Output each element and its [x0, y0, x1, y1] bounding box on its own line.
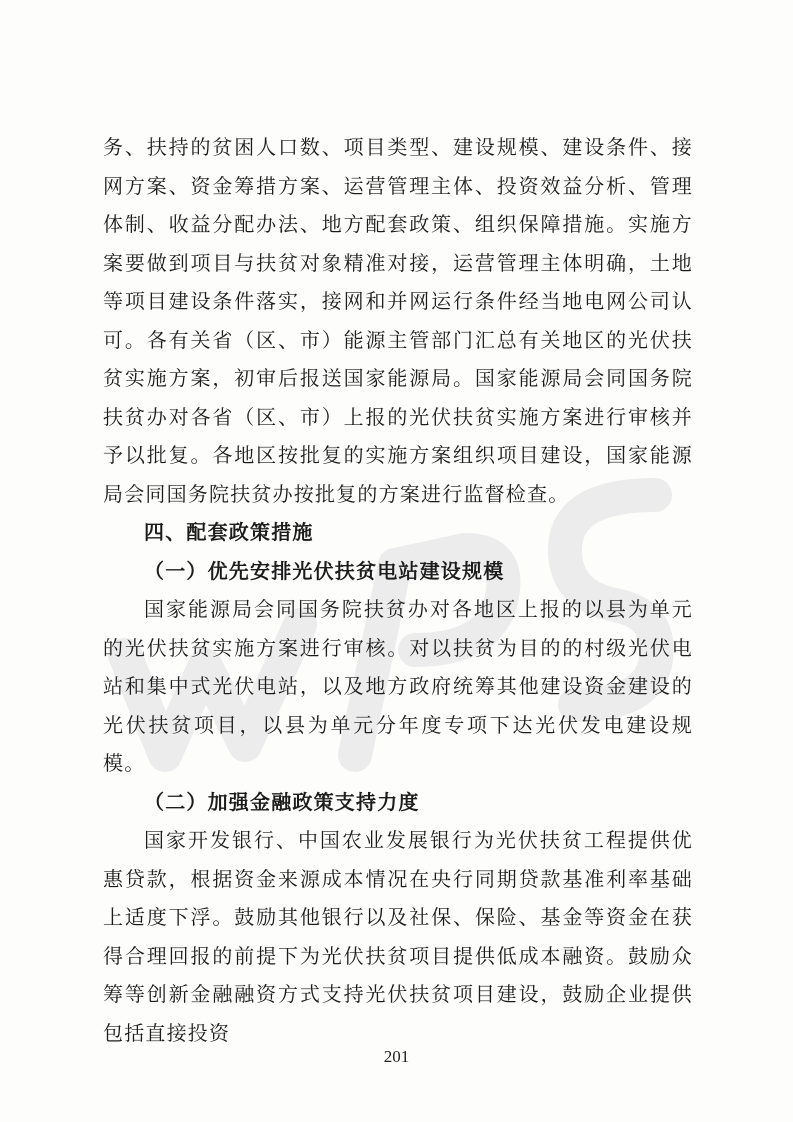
subsection-2-body: 国家开发银行、中国农业发展银行为光伏扶贫工程提供优惠贷款，根据资金来源成本情况在央行同期贷款基准利率基础上适度下浮。鼓励其他银行以及社保、保险、基金等资金在获得合理回报的前提下为光伏扶贫项目提供低成本融资。鼓励众筹等创新金融融资方式支持光伏扶贫项目建设，鼓励企业提供包括直接投资	[103, 828, 693, 1045]
subsection-1-body: 国家能源局会同国务院扶贫办对各地区上报的以县为单元的光伏扶贫实施方案进行审核。对以扶贫为目的的村级光伏电站和集中式光伏电站，以及地方政府统筹其他建设资金建设的光伏扶贫项目，以县为单元分年度专项下达光伏发电建设规模。	[103, 597, 693, 775]
paragraph-continuation: 务、扶持的贫困人口数、项目类型、建设规模、建设条件、接网方案、资金筹措方案、运营管理主体、投资效益分析、管理体制、收益分配办法、地方配套政策、组织保障措施。实施方案要做到项目与扶贫对象精准对接，运营管理主体明确，土地等项目建设条件落实，接网和并网运行条件经当地电网公司认可。各有关省（区、市）能源主管部门汇总有关地区的光伏扶贫实施方案，初审后报送国家能源局。国家能源局会同国务院扶贫办对各省（区、市）上报的光伏扶贫实施方案进行审核并予以批复。各地区按批复的实施方案组织项目建设，国家能源局会同国务院扶贫办按批复的方案进行监督检查。	[103, 135, 693, 506]
section-heading: 四、配套政策措施	[144, 520, 314, 544]
document-body	[103, 128, 693, 1052]
subsection-2-title: （二）加强金融政策支持力度	[144, 789, 420, 814]
page-number: 201	[383, 1047, 410, 1066]
subsection-1-title: （一）优先安排光伏扶贫电站建设规模	[144, 558, 505, 583]
